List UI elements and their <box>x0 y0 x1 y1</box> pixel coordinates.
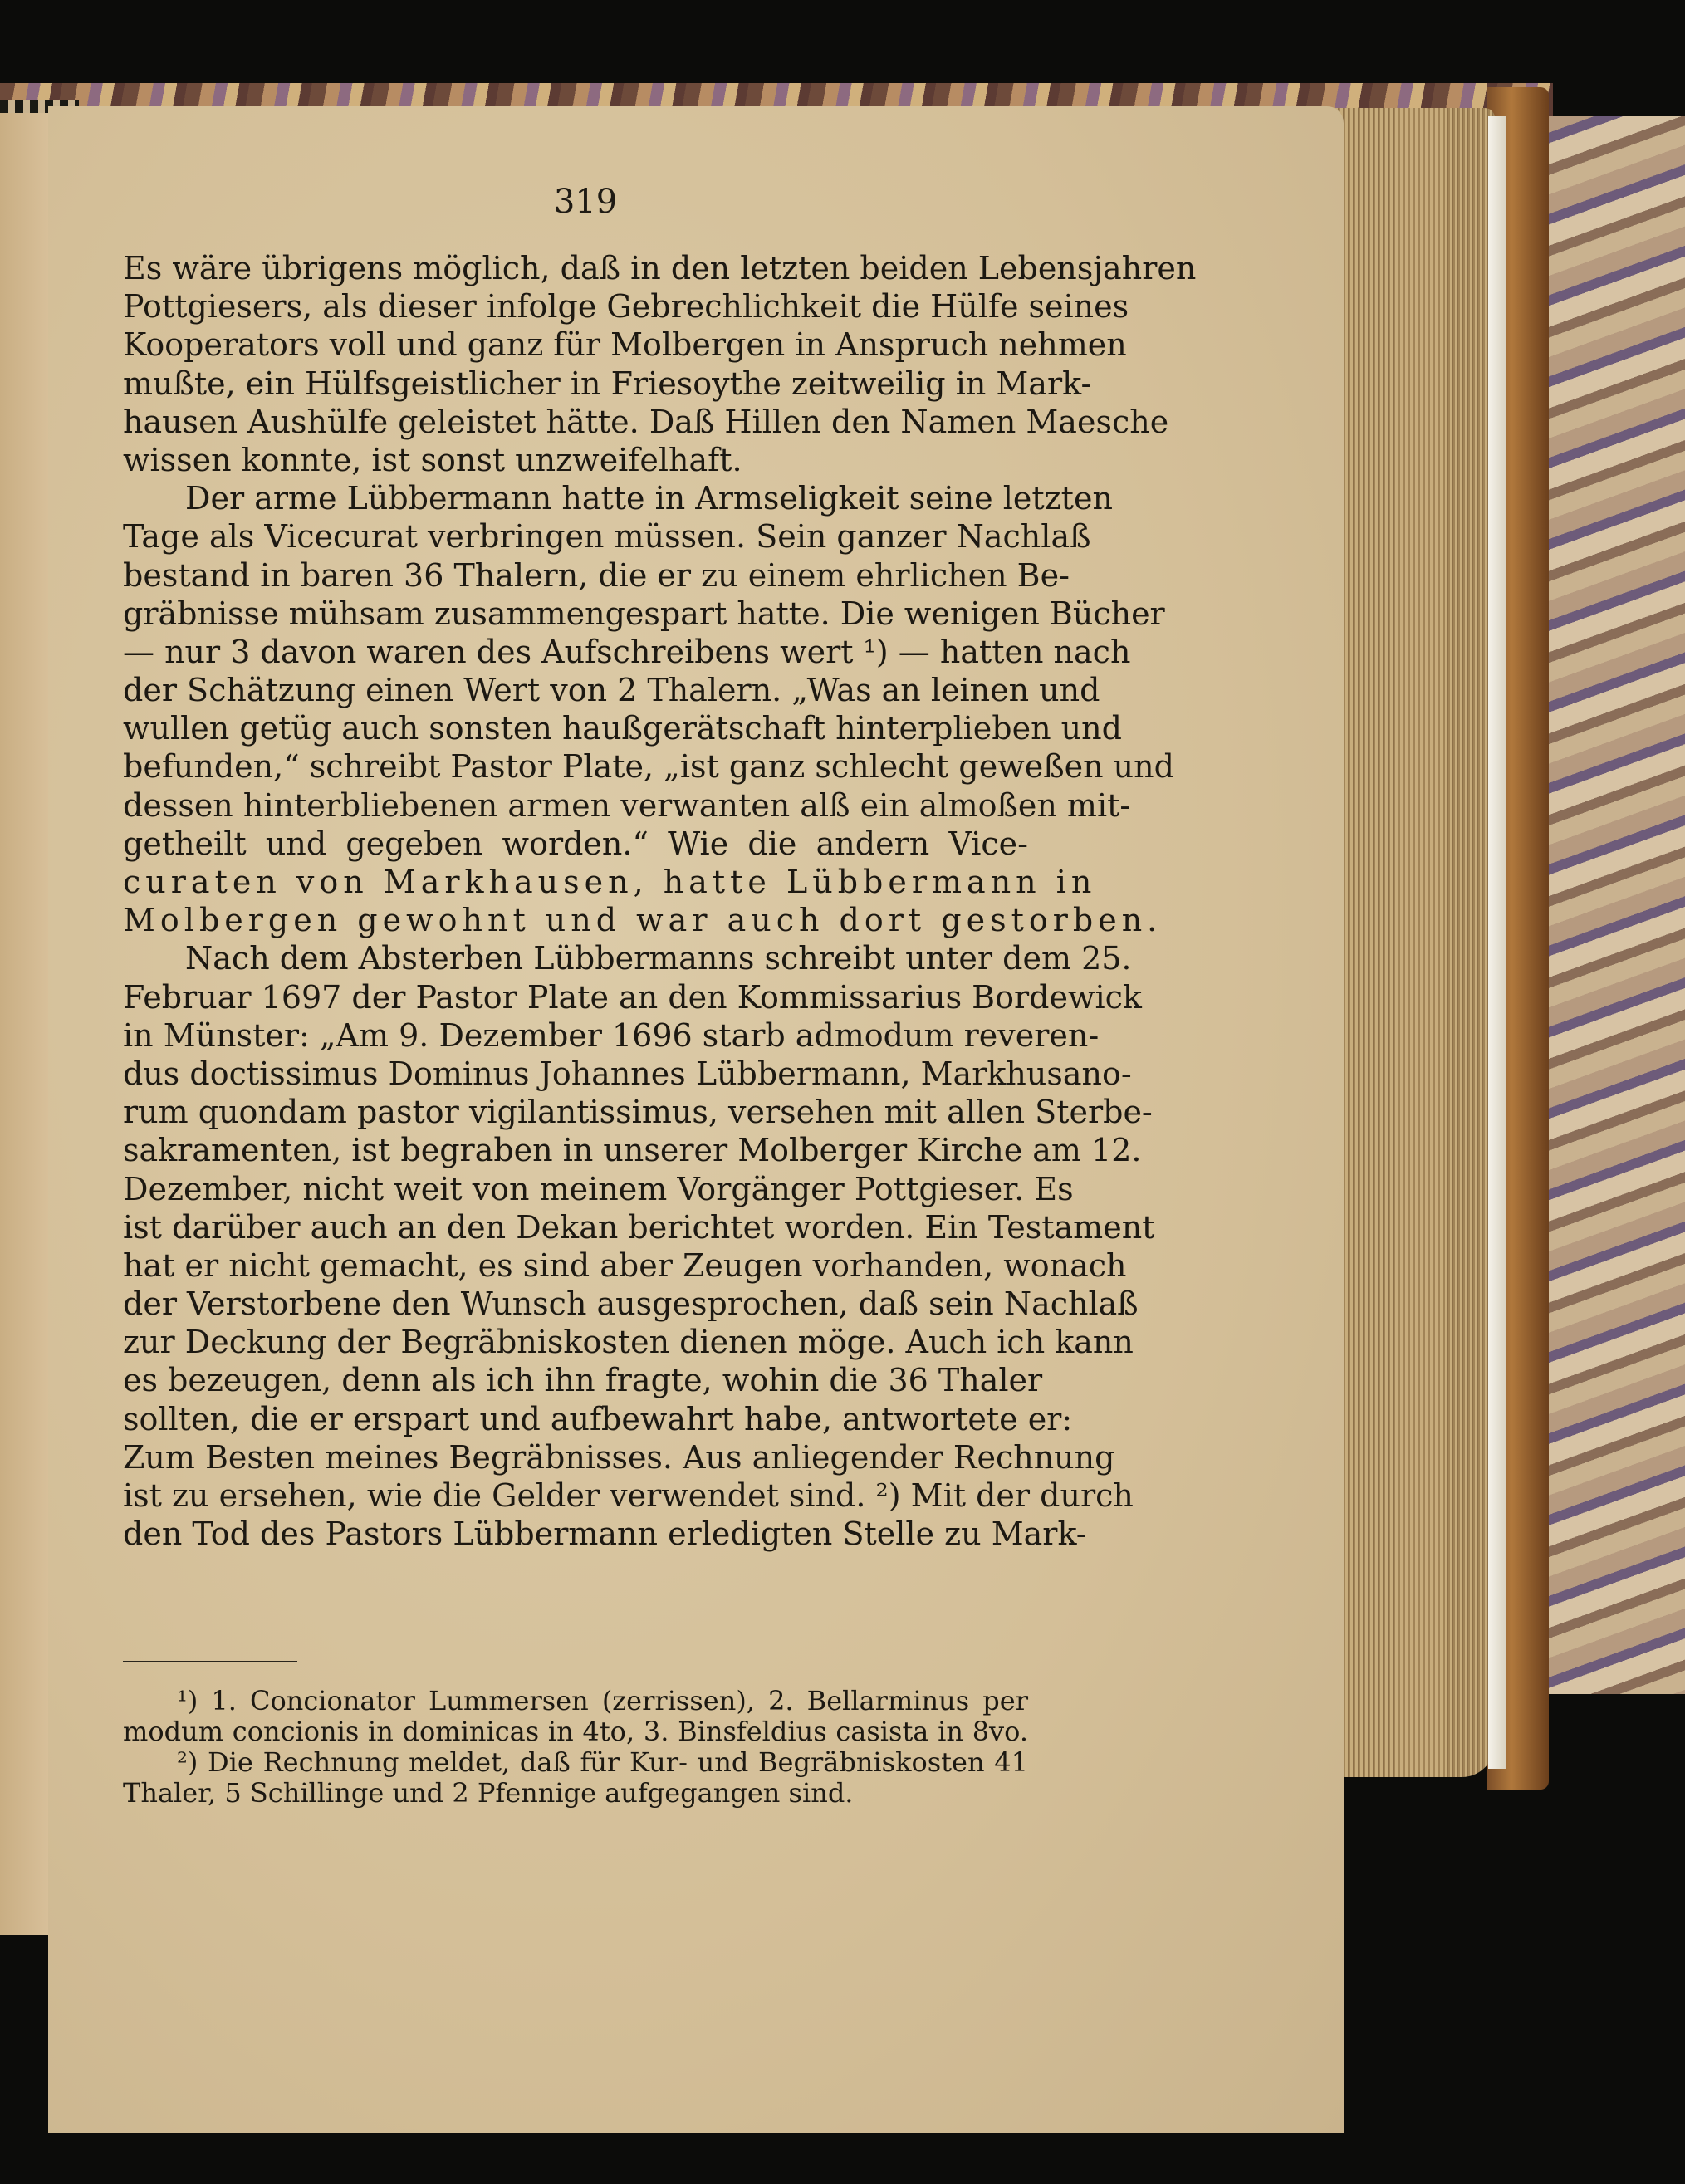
text-line: bestand in baren 36 Thalern, die er zu einem ehrlichen Be- <box>123 556 1070 594</box>
text-line-spaced: curaten von Markhausen, hatte Lübbermann in <box>123 864 1097 900</box>
text-line: — nur 3 davon waren des Aufschreibens wert ¹) — hatten nach <box>123 633 1131 670</box>
text-line: wissen konnte, ist sonst unzweifelhaft. <box>123 441 742 478</box>
text-line: Kooperators voll und ganz für Molbergen in Anspruch nehmen <box>123 326 1127 364</box>
text-line: Februar 1697 der Pastor Plate an den Kommissarius Bordewick <box>123 978 1142 1016</box>
text-line: Nach dem Absterben Lübbermanns schreibt unter dem 25. <box>185 940 1132 977</box>
text-line-spaced: Molbergen gewohnt und war auch dort gestorben. <box>123 902 1163 939</box>
text-line: Pottgiesers, als dieser infolge Gebrechlichkeit die Hülfe seines <box>123 288 1129 326</box>
text-line: hat er nicht gemacht, es sind aber Zeugen vorhanden, wonach <box>123 1246 1127 1284</box>
footnotes <box>123 1686 1028 1809</box>
text-line: Dezember, nicht weit von meinem Vorgänger Pottgieser. Es <box>123 1170 1074 1207</box>
text-line: zur Deckung der Begräbniskosten dienen möge. Auch ich kann <box>123 1324 1134 1361</box>
text-line: Tage als Vicecurat verbringen müssen. Sein ganzer Nachlaß <box>123 518 1091 556</box>
text-line: ist zu ersehen, wie die Gelder verwendet sind. ²) Mit der durch <box>123 1477 1134 1514</box>
text-line: der Verstorbene den Wunsch ausgesprochen, daß sein Nachlaß <box>123 1285 1139 1323</box>
text-line: Es wäre übrigens möglich, daß in den letzten beiden Lebensjahren <box>123 250 1197 286</box>
text-line: sakramenten, ist begraben in unserer Molberger Kirche am 12. <box>123 1132 1142 1169</box>
text-line: Der arme Lübbermann hatte in Armseligkeit seine letzten <box>185 480 1113 517</box>
facing-page-edge <box>0 108 50 1935</box>
footnote-separator <box>123 1661 297 1662</box>
page-edges <box>1329 108 1495 1777</box>
text-line: der Schätzung einen Wert von 2 Thalern. „Was an leinen und <box>123 672 1100 709</box>
text-line: wullen getüg auch sonsten haußgerätschaft hinterplieben und <box>123 710 1122 747</box>
footnote-line: ²) Die Rechnung meldet, daß für Kur- und Begräbniskosten 41 <box>177 1746 1028 1778</box>
body-text <box>123 249 1197 1553</box>
text-line: dessen hinterbliebenen armen verwanten alß ein almoßen mit- <box>123 786 1131 824</box>
text-line: Zum Besten meines Begräbnisses. Aus anliegender Rechnung <box>123 1438 1115 1476</box>
text-line: hausen Aushülfe geleistet hätte. Daß Hillen den Namen Maesche <box>123 403 1169 440</box>
text-line: dus doctissimus Dominus Johannes Lübbermann, Markhusano- <box>123 1055 1132 1092</box>
paper-edge-strip <box>1488 116 1506 1769</box>
footnote-line: Thaler, 5 Schillinge und 2 Pfennige aufgegangen sind. <box>123 1777 854 1809</box>
book-cover-marbling <box>1541 116 1685 1694</box>
text-line: in Münster: „Am 9. Dezember 1696 starb admodum reveren- <box>123 1016 1100 1054</box>
text-line: befunden,“ schreibt Pastor Plate, „ist ganz schlecht geweßen und <box>123 748 1174 786</box>
text-line: rum quondam pastor vigilantissimus, versehen mit allen Sterbe- <box>123 1094 1153 1131</box>
text-line: den Tod des Pastors Lübbermann erledigten Stelle zu Mark- <box>123 1516 1087 1553</box>
text-line: sollten, die er erspart und aufbewahrt habe, antwortete er: <box>123 1400 1073 1437</box>
footnote-line: ¹) 1. Concionator Lummersen (zerrissen), 2. Bellarminus per <box>177 1685 1028 1716</box>
page-number: 319 <box>553 183 618 221</box>
text-line: gräbnisse mühsam zusammengespart hatte. Die wenigen Bücher <box>123 595 1165 632</box>
text-line: getheilt und gegeben worden.“ Wie die andern Vice- <box>123 825 1028 862</box>
text-line: ist darüber auch an den Dekan berichtet worden. Ein Testament <box>123 1208 1155 1246</box>
footnote-line: modum concionis in dominicas in 4to, 3. Binsfeldius casista in 8vo. <box>123 1716 1028 1747</box>
text-line: mußte, ein Hülfsgeistlicher in Friesoythe zeitweilig in Mark- <box>123 365 1092 402</box>
text-line: es bezeugen, denn als ich ihn fragte, wohin die 36 Thaler <box>123 1362 1043 1399</box>
